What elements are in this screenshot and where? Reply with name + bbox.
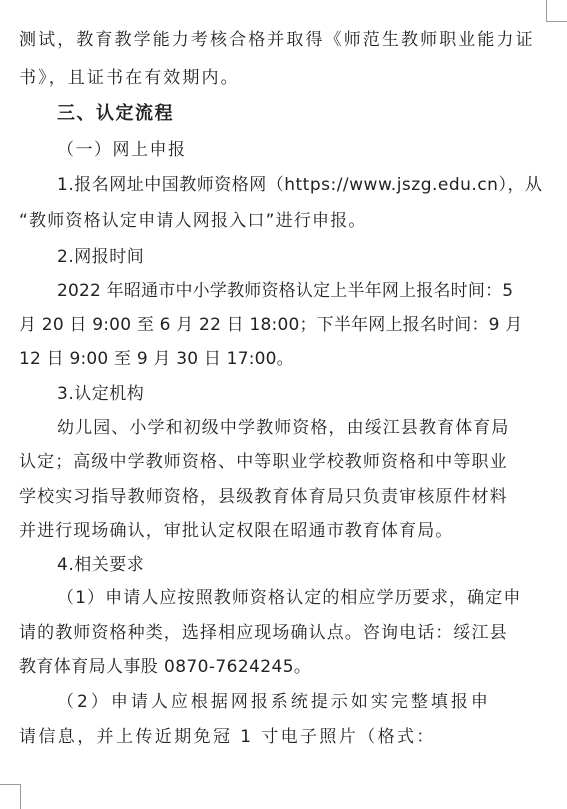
paragraph-line: 并进行现场确认，审批认定权限在昭通市教育体育局。 xyxy=(19,521,454,541)
paragraph-line: 认定；高级中学教师资格、中等职业学校教师资格和中等职业 xyxy=(19,452,508,472)
paragraph-line: “教师资格认定申请人网报入口”进行申报。 xyxy=(19,211,367,231)
paragraph-line: 请的教师资格种类，选择相应现场确认点。咨询电话：绥江县 xyxy=(19,623,508,643)
paragraph-line: 请信息，并上传近期免冠 1 寸电子照片（格式： xyxy=(19,727,436,747)
section-heading: 三、认定流程 xyxy=(57,103,174,124)
paragraph-line: （1）申请人应按照教师资格认定的相应学历要求，确定申 xyxy=(57,588,522,608)
item-heading: 3.认定机构 xyxy=(57,384,145,404)
item-heading: 2.网报时间 xyxy=(57,247,145,267)
paragraph-line: 书》，且证书在有效期内。 xyxy=(19,68,240,88)
paragraph-line: 12 日 9:00 至 9 月 30 日 17:00。 xyxy=(19,349,294,369)
subsection-heading: （一）网上申报 xyxy=(57,140,187,160)
paragraph-line: （2）申请人应根据网报系统提示如实完整填报申 xyxy=(57,692,491,712)
crop-mark-bottom-left-vertical xyxy=(20,784,21,809)
paragraph-line: 1.报名网址中国教师资格网（https://www.jszg.edu.cn），从 xyxy=(57,175,543,195)
paragraph-line: 2022 年昭通市中小学教师资格认定上半年网上报名时间：5 xyxy=(57,281,514,301)
crop-mark-bottom-left-horizontal xyxy=(0,784,21,785)
item-heading: 4.相关要求 xyxy=(57,555,145,575)
paragraph-line: 教育体育局人事股 0870-7624245。 xyxy=(19,657,312,677)
paragraph-line: 幼儿园、小学和初级中学教师资格，由绥江县教育体育局 xyxy=(57,418,510,438)
crop-mark-top-right-horizontal xyxy=(546,21,567,22)
crop-mark-top-right-vertical xyxy=(546,0,547,22)
paragraph-line: 月 20 日 9:00 至 6 月 22 日 18:00；下半年网上报名时间：9 月 xyxy=(19,315,523,335)
paragraph-line: 测试，教育教学能力考核合格并取得《师范生教师职业能力证 xyxy=(19,30,535,50)
paragraph-line: 学校实习指导教师资格，县级教育体育局只负责审核原件材料 xyxy=(19,487,508,507)
